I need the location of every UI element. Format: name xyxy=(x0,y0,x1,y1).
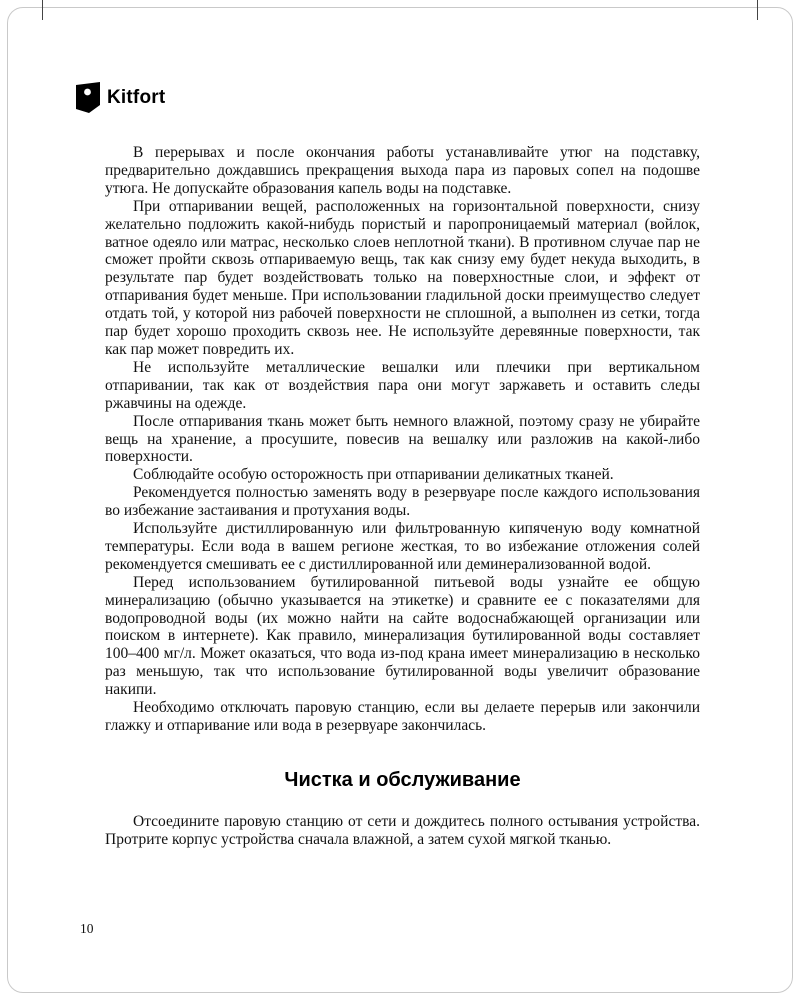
paragraph: Не используйте металлические вешалки или плечики при вертикальном отпаривании, так как от воздействия пара они могут заржаветь и оставить следы ржавчины на одежде. xyxy=(105,358,700,412)
paragraph: Отсоедините паровую станцию от сети и дождитесь полного остывания устройства. Протрите корпус устройства сначала влажной, а затем сухой мягкой тканью. xyxy=(105,812,700,848)
paragraph: Соблюдайте особую осторожность при отпаривании деликатных тканей. xyxy=(133,466,614,484)
kitfort-logo-icon xyxy=(76,82,100,113)
crop-mark-top-left xyxy=(42,0,43,20)
paragraph: Необходимо отключать паровую станцию, если вы делаете перерыв или закончили глажку и отпаривание или вода в резервуаре закончилась. xyxy=(105,699,700,734)
kitfort-wordmark: Kitfort xyxy=(107,86,166,108)
paragraph: Рекомендуется полностью заменять воду в резервуаре после каждого использования во избежание застаивания и протухания воды. xyxy=(105,484,700,520)
paragraph: После отпаривания ткань может быть немного влажной, поэтому сразу не убирайте вещь на хранение, а просушите, повесив на вешалку или разложив на какой-либо поверхности. xyxy=(105,412,700,466)
paragraph: При отпаривании вещей, расположенных на горизонтальной поверхности, снизу желательно подложить какой-нибудь пористый и паропроницаемый материал (войлок, ватное одеяло или матрас, несколько слоев неплотной ткани). В противном случае пар не сможет пройти сквозь отпариваемую вещь, так как снизу ему будет некуда выходить, в результате пар будет воздействовать только на поверхностные слои, и эффект от отпаривания будет меньше. При использовании гладильной доски преимущество следует отдать той, у которой низ рабочей поверхности не сплошной, а выполнен из сетки, тогда пар будет хорошо проходить сквозь нее. Не используйте деревянные поверхности, так как пар может повредить их. xyxy=(105,197,700,358)
kitfort-logo xyxy=(76,82,165,113)
page-number: 10 xyxy=(80,921,94,936)
paragraph: Перед использованием бутилированной питьевой воды узнайте ее общую минерализацию (обычно указывается на этикетке) и сравните ее с показателями для водопроводной воды (их можно найти на сайте водоснабжающей организации или поиском в интернете). Как правило, минерализация бутилированной воды составляет 100–400 мг/л. Может оказаться, что вода из-под крана имеет минерализацию в несколько раз меньшую, так что использование бутилированной воды увеличит образование накипи. xyxy=(105,573,700,699)
page-content xyxy=(105,144,700,849)
crop-mark-top-right xyxy=(757,0,758,20)
paragraph: В перерывах и после окончания работы устанавливайте утюг на подставку, предварительно дождавшись прекращения выхода пара из паровых сопел на подошве утюга. Не допускайте образования капель воды на подставке. xyxy=(105,144,700,197)
section-heading: Чистка и обслуживание xyxy=(284,768,521,791)
paragraph: Используйте дистиллированную или фильтрованную кипяченую воду комнатной температуры. Если вода в вашем регионе жесткая, то во избежание отложения солей рекомендуется смешивать ее с дистиллированной или деминерализованной водой. xyxy=(105,520,700,573)
